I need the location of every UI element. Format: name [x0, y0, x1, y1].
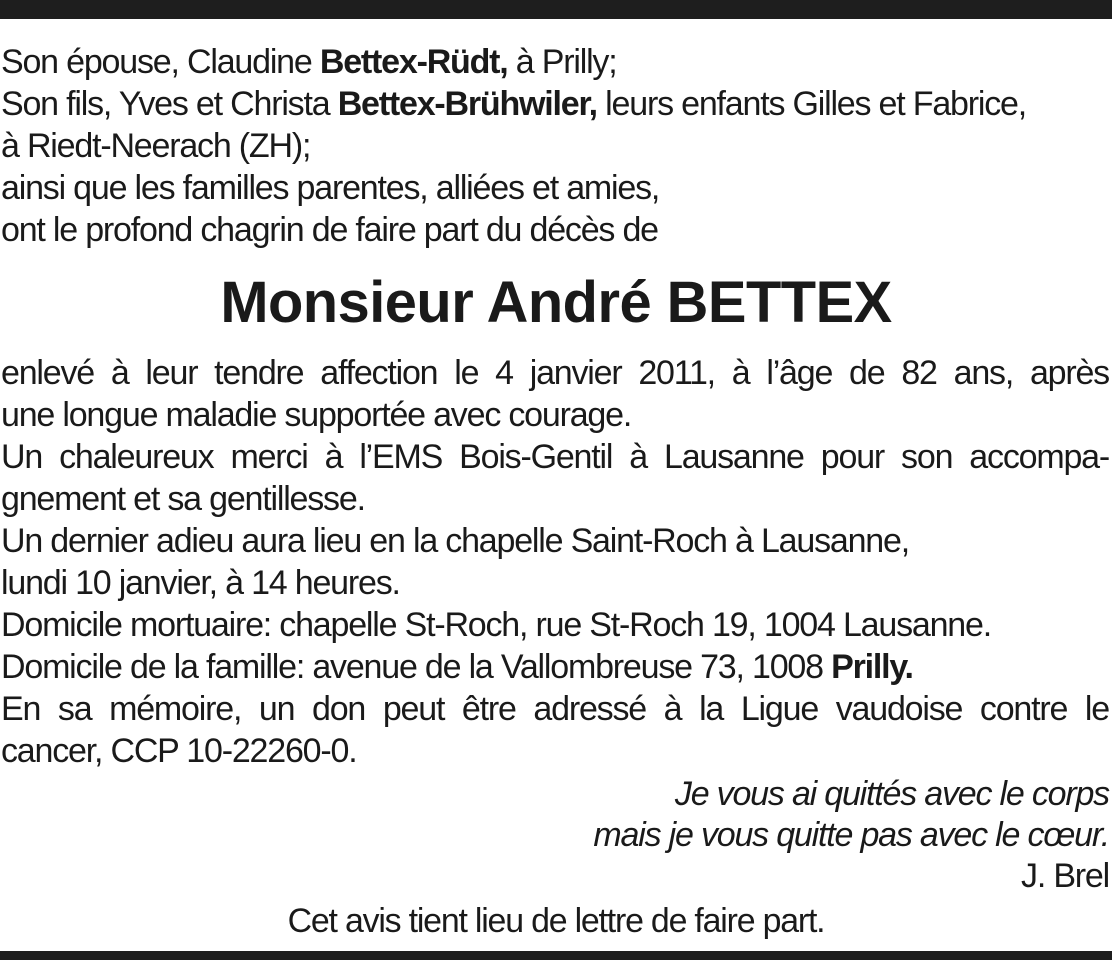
family-line: à Riedt-Neerach (ZH);: [1, 127, 311, 165]
deceased-name: Monsieur André BETTEX: [220, 270, 892, 335]
family-line: ont le profond chagrin de faire part du décès de: [1, 211, 658, 249]
quote-line: Je vous ai quittés avec le corps: [674, 775, 1109, 813]
body-line: gnement et sa gentillesse.: [1, 480, 365, 518]
body-line: Domicile de la famille: avenue de la Vallombreuse 73, 1008 Prilly.: [1, 648, 913, 686]
family-line: Son fils, Yves et Christa Bettex-Brühwiler, leurs enfants Gilles et Fabrice,: [1, 85, 1026, 123]
body-line: cancer, CCP 10-22260-0.: [1, 732, 357, 770]
family-announcement: [1, 41, 1109, 251]
body-line: Domicile mortuaire: chapelle St-Roch, rue St-Roch 19, 1004 Lausanne.: [1, 606, 991, 644]
town: Prilly.: [831, 648, 913, 686]
quote-author: J. Brel: [1021, 857, 1109, 895]
quotation: [593, 774, 1109, 897]
body-line: enlevé à leur tendre affection le 4 janvier 2011, à l’âge de 82 ans, après: [1, 354, 1109, 392]
quote-line: mais je vous quitte pas avec le cœur.: [593, 816, 1109, 854]
obituary-body: [1, 352, 1109, 772]
body-line: Un chaleureux merci à l’EMS Bois-Gentil à Lausanne pour son accompa-: [1, 438, 1109, 476]
body-line: une longue maladie supportée avec courage.: [1, 396, 632, 434]
surname: Bettex-Brühwiler,: [337, 85, 597, 123]
closing-notice: Cet avis tient lieu de lettre de faire part.: [287, 902, 825, 940]
top-rule: [0, 0, 1112, 19]
body-line: lundi 10 janvier, à 14 heures.: [1, 564, 400, 602]
body-line: En sa mémoire, un don peut être adressé à la Ligue vaudoise contre le: [1, 690, 1109, 728]
bottom-rule: [0, 951, 1112, 960]
family-line: Son épouse, Claudine Bettex-Rüdt, à Prilly;: [1, 43, 617, 81]
body-line: Un dernier adieu aura lieu en la chapelle Saint-Roch à Lausanne,: [1, 522, 909, 560]
surname: Bettex-Rüdt,: [319, 43, 508, 81]
family-line: ainsi que les familles parentes, alliées et amies,: [1, 169, 660, 207]
